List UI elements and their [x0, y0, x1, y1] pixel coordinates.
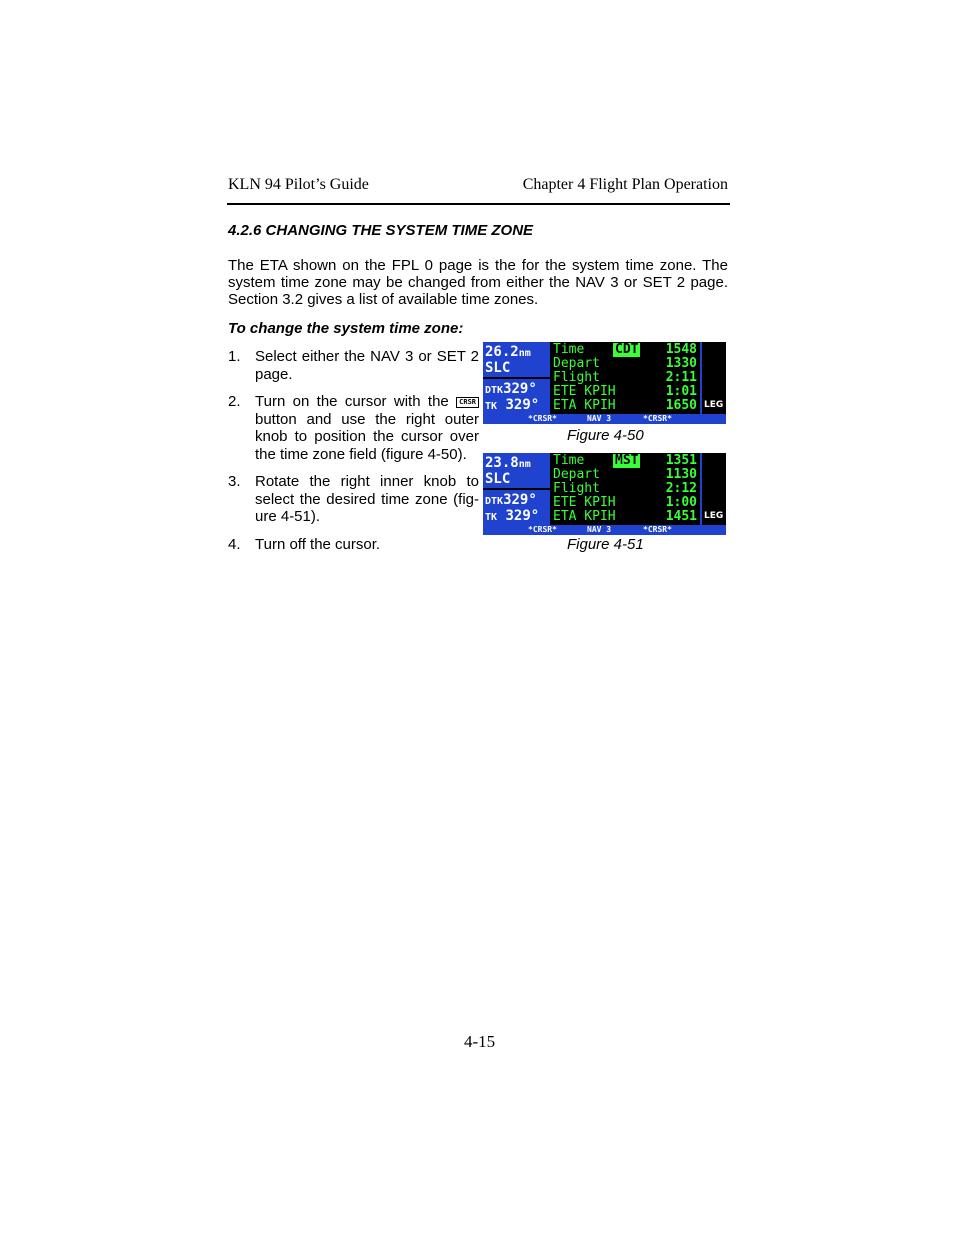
step-line: button and use the right outer [255, 410, 479, 428]
ete-row: ETE KPIH 1:00 [553, 495, 697, 510]
step-1 [228, 348, 480, 384]
step-line: Turn off the cursor. [255, 536, 381, 553]
crsr-key-icon: CRSR [456, 397, 479, 408]
intro-line: system time zone may be changed from either the NAV 3 or SET 2 page. [228, 274, 728, 291]
bottom-status-bar [483, 414, 726, 424]
time-row: Time CDT 1548 [553, 342, 697, 357]
intro-paragraph [228, 257, 728, 308]
flight-row: Flight 2:12 [553, 481, 697, 496]
depart-row: Depart 1330 [553, 356, 697, 371]
step-line: select the desired time zone (fig- [255, 490, 479, 508]
step-line [255, 393, 479, 411]
cursor-indicator-left: *CRSR* [528, 525, 557, 534]
step-line-pre: Turn on the cursor with the [255, 393, 449, 410]
step-3 [228, 473, 480, 527]
ete-row: ETE KPIH 1:01 [553, 384, 697, 399]
tk-readout: TK 329° [485, 508, 540, 524]
panel-divider [483, 377, 550, 379]
intro-line: The ETA shown on the FPL 0 page is the for the system time zone. The [228, 257, 728, 274]
panel-separator [700, 453, 702, 525]
distance-readout: 26.2nm [485, 344, 531, 360]
eta-row: ETA KPIH 1650 [553, 398, 697, 413]
waypoint-ident: SLC [485, 471, 511, 487]
cursor-indicator-right: *CRSR* [643, 525, 672, 534]
kln94-screen-figure-4-50 [483, 342, 726, 424]
step-line: ure 4-51). [255, 508, 321, 525]
page-indicator: NAV 3 [587, 414, 612, 423]
depart-row: Depart 1130 [553, 467, 697, 482]
bottom-status-bar [483, 525, 726, 535]
right-page-panel [552, 453, 700, 525]
time-zone-field: CDT [615, 342, 639, 357]
step-line: the time zone field (figure 4-50). [255, 445, 467, 463]
time-zone-field: MST [615, 453, 639, 468]
left-page-panel [483, 453, 550, 525]
page-indicator: NAV 3 [587, 525, 612, 534]
left-page-panel [483, 342, 550, 414]
step-number: 1. [228, 348, 241, 365]
leg-annunciator: LEG [704, 400, 724, 410]
leg-annunciator: LEG [704, 511, 724, 521]
running-header-chapter: Chapter 4 Flight Plan Operation [522, 176, 728, 193]
right-page-panel [552, 342, 700, 414]
step-line: Select either the NAV 3 or SET 2 [255, 348, 479, 365]
dtk-readout: DTK329° [485, 492, 537, 508]
time-row: Time MST 1351 [553, 453, 697, 468]
procedure-title: To change the system time zone: [228, 320, 464, 337]
tk-readout: TK 329° [485, 397, 540, 413]
distance-readout: 23.8nm [485, 455, 531, 471]
header-rule [227, 203, 730, 205]
step-number: 2. [228, 393, 241, 410]
running-header-title: KLN 94 Pilot’s Guide [228, 176, 369, 193]
page-number: 4-15 [464, 1032, 496, 1051]
flight-row: Flight 2:11 [553, 370, 697, 385]
step-number: 4. [228, 536, 241, 553]
section-title: 4.2.6 CHANGING THE SYSTEM TIME ZONE [228, 222, 534, 239]
step-line: knob to position the cursor over [255, 428, 479, 445]
step-4 [228, 536, 480, 554]
step-line: page. [255, 365, 293, 383]
panel-separator [700, 342, 702, 414]
figure-caption: Figure 4-50 [567, 427, 644, 444]
figure-caption: Figure 4-51 [567, 536, 644, 553]
dtk-readout: DTK329° [485, 381, 537, 397]
cursor-indicator-right: *CRSR* [643, 414, 672, 423]
kln94-screen-figure-4-51 [483, 453, 726, 535]
step-line: Rotate the right inner knob to [255, 473, 479, 490]
cursor-indicator-left: *CRSR* [528, 414, 557, 423]
panel-divider [483, 488, 550, 490]
intro-line: Section 3.2 gives a list of available time zones. [228, 291, 539, 308]
step-number: 3. [228, 473, 241, 490]
waypoint-ident: SLC [485, 360, 511, 376]
eta-row: ETA KPIH 1451 [553, 509, 697, 524]
step-2 [228, 393, 480, 465]
